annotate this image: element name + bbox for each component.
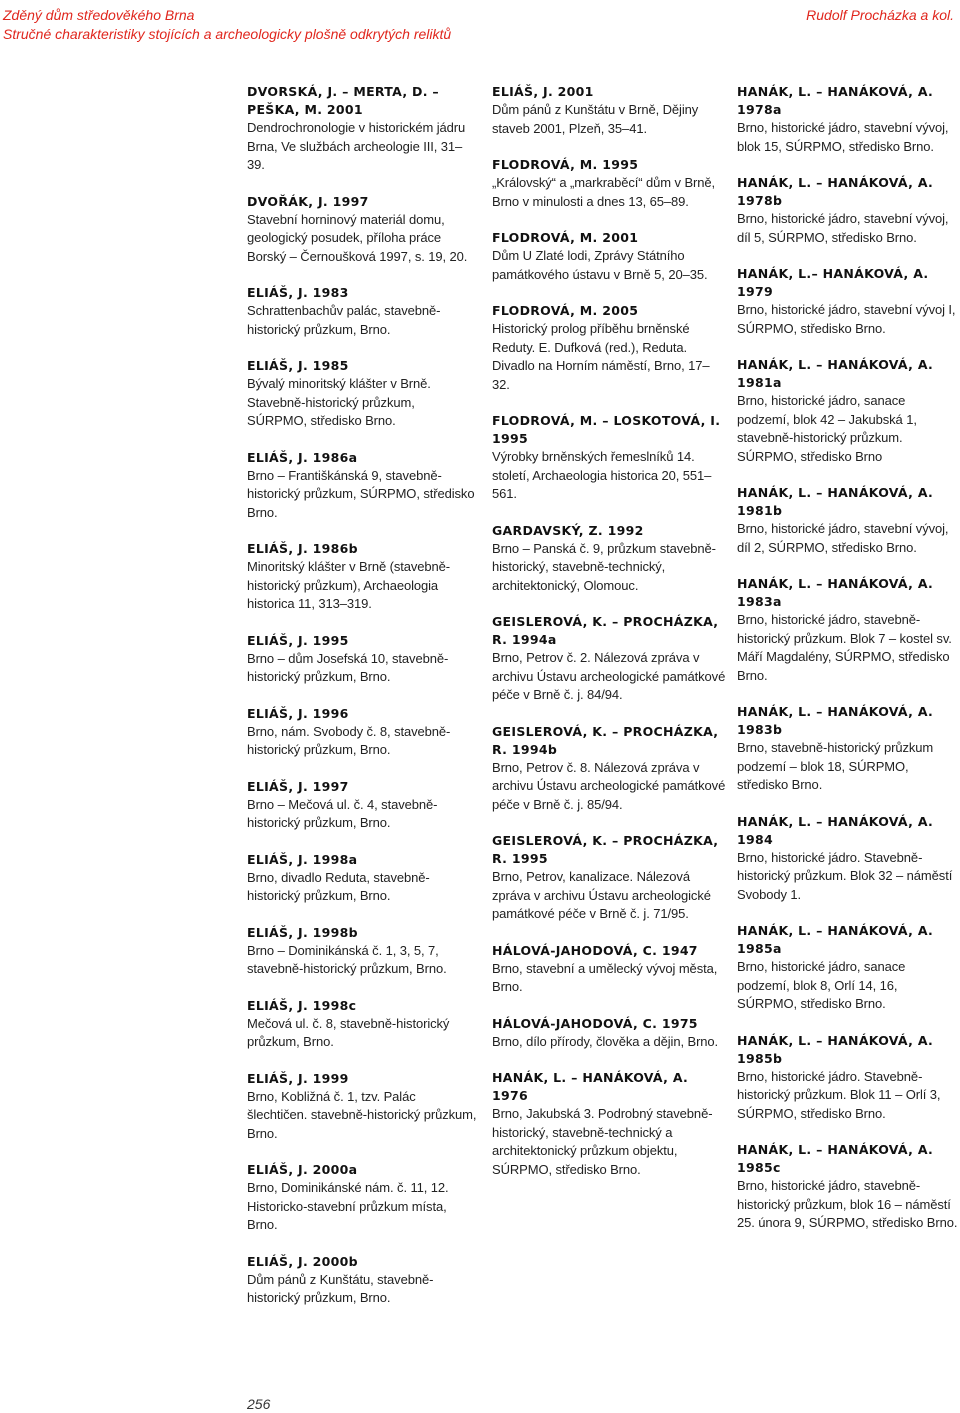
reference-entry bbox=[492, 83, 727, 138]
reference-author-year: ELIÁŠ, J. 1999 bbox=[247, 1070, 349, 1086]
book-title: Zděný dům středověkého Brna bbox=[3, 7, 195, 23]
reference-description: Brno – Mečová ul. č. 4, stavebně-historický průzkum, Brno. bbox=[247, 796, 438, 830]
reference-entry bbox=[737, 922, 959, 1014]
reference-author-year: ELIÁŠ, J. 2001 bbox=[492, 84, 594, 99]
book-subtitle: Stručné charakteristiky stojících a archeologicky plošně odkrytých reliktů bbox=[3, 26, 452, 42]
reference-author-year: ELIÁŠ, J. 1985 bbox=[247, 358, 349, 373]
reference-entry bbox=[737, 356, 959, 466]
reference-entry bbox=[737, 265, 959, 338]
reference-entry bbox=[737, 484, 959, 557]
reference-author-year: HANÁK, L. – HANÁKOVÁ, A. 1981b bbox=[737, 485, 934, 518]
reference-entry bbox=[492, 229, 727, 284]
reference-description: Brno, stavebně-historický průzkum podzemí – blok 18, SÚRPMO, středisko Brno. bbox=[737, 740, 934, 792]
reference-description: Brno, historické jádro, stavebně-historický průzkum. Blok 7 – kostel sv. Máří Magdalény, SÚRPMO, středisko Brno. bbox=[737, 612, 952, 683]
reference-entry bbox=[492, 942, 727, 997]
reference-entry bbox=[737, 174, 959, 247]
reference-author-year: ELIÁŠ, J. 1997 bbox=[247, 778, 349, 794]
reference-author-year: ELIÁŠ, J. 1986b bbox=[247, 541, 358, 556]
reference-author-year: FLODROVÁ, M. – LOSKOTOVÁ, I. 1995 bbox=[492, 413, 721, 446]
reference-author-year: HANÁK, L. – HANÁKOVÁ, A. 1985a bbox=[737, 923, 934, 956]
reference-description: Minoritský klášter v Brně (stavebně-historický průzkum), Archaeologia historica 11, 313–319. bbox=[247, 559, 451, 611]
reference-description: Brno, divadlo Reduta, stavebně-historický průzkum, Brno. bbox=[247, 869, 430, 903]
reference-description: Schrattenbachův palác, stavebně-historický průzkum, Brno. bbox=[247, 303, 441, 337]
reference-author-year: ELIÁŠ, J. 1998c bbox=[247, 997, 357, 1013]
reference-author-year: DVORSKÁ, J. – MERTA, D. – PEŠKA, M. 2001 bbox=[247, 84, 439, 117]
reference-entry bbox=[737, 703, 959, 795]
reference-author-year: GARDAVSKÝ, Z. 1992 bbox=[492, 522, 644, 538]
reference-description: Brno – Františkánská 9, stavebně-historický průzkum, SÚRPMO, středisko Brno. bbox=[247, 467, 475, 520]
reference-author-year: HANÁK, L. – HANÁKOVÁ, A. 1978a bbox=[737, 84, 934, 117]
reference-author-year: HANÁK, L. – HANÁKOVÁ, A. 1978b bbox=[737, 175, 934, 208]
reference-author-year: ELIÁŠ, J. 1996 bbox=[247, 705, 349, 721]
reference-author-year: HANÁK, L. – HANÁKOVÁ, A. 1981a bbox=[737, 357, 934, 390]
reference-description: Historický prolog příběhu brněnské Reduty. E. Dufková (red.), Reduta. Divadlo na Horním náměstí, Brno, 17–32. bbox=[492, 321, 710, 392]
reference-entry bbox=[492, 1069, 727, 1179]
reference-description: Brno, historické jádro, sanace podzemí, blok 8, Orlí 14, 16, SÚRPMO, středisko Brno. bbox=[737, 959, 906, 1011]
bibliography-column-2 bbox=[492, 83, 727, 1197]
reference-entry bbox=[247, 83, 477, 175]
reference-description: Brno, Dominikánské nám. č. 11, 12. Historicko-stavební průzkum místa, Brno. bbox=[247, 1180, 449, 1232]
reference-author-year: ELIÁŠ, J. 2000b bbox=[247, 1253, 358, 1269]
reference-description: Brno, dílo přírody, člověka a dějin, Brno. bbox=[492, 1033, 719, 1049]
reference-entry bbox=[247, 851, 477, 906]
reference-entry bbox=[737, 1032, 959, 1124]
reference-author-year: FLODROVÁ, M. 2001 bbox=[492, 230, 639, 245]
reference-author-year: FLODROVÁ, M. 2005 bbox=[492, 303, 639, 318]
reference-description: Brno, historické jádro. Stavebně-historický průzkum. Blok 11 – Orlí 3, SÚRPMO, středisko Brno. bbox=[737, 1068, 941, 1121]
reference-entry bbox=[247, 193, 477, 267]
reference-description: Mečová ul. č. 8, stavebně-historický průzkum, Brno. bbox=[247, 1015, 450, 1049]
reference-author-year: ELIÁŠ, J. 1995 bbox=[247, 632, 349, 648]
reference-entry bbox=[247, 632, 477, 687]
reference-description: Brno – dům Josefská 10, stavebně-historický průzkum, Brno. bbox=[247, 650, 449, 684]
reference-description: Dendrochronologie v historickém jádru Brna, Ve službách archeologie III, 31–39. bbox=[247, 120, 466, 172]
reference-description: Brno, stavební a umělecký vývoj města, Brno. bbox=[492, 960, 718, 994]
reference-author-year: DVOŘÁK, J. 1997 bbox=[247, 193, 369, 209]
reference-author-year: HANÁK, L. – HANÁKOVÁ, A. 1976 bbox=[492, 1070, 689, 1103]
reference-entry bbox=[492, 613, 727, 705]
reference-entry bbox=[492, 412, 727, 504]
reference-description: Brno, historické jádro, sanace podzemí, blok 42 – Jakubská 1, stavebně-historický průzkum. SÚRPMO, středisko Brno bbox=[737, 393, 917, 464]
reference-entry bbox=[492, 832, 727, 924]
reference-author-year: ELIÁŠ, J. 1998a bbox=[247, 851, 358, 867]
reference-author-year: HANÁK, L. – HANÁKOVÁ, A. 1983b bbox=[737, 704, 934, 737]
reference-entry bbox=[737, 1141, 959, 1233]
reference-author-year: GEISLEROVÁ, K. – PROCHÁZKA, R. 1994b bbox=[492, 723, 719, 757]
reference-author-year: HÁLOVÁ-JAHODOVÁ, C. 1947 bbox=[492, 942, 698, 958]
reference-entry bbox=[247, 705, 477, 760]
reference-author-year: ELIÁŠ, J. 1983 bbox=[247, 285, 349, 300]
bibliography-column-3 bbox=[737, 83, 959, 1251]
reference-description: Brno, historické jádro, stavební vývoj, díl 2, SÚRPMO, středisko Brno. bbox=[737, 521, 949, 555]
reference-description: Bývalý minoritský klášter v Brně. Stavebně-historický průzkum, SÚRPMO, středisko Brno. bbox=[247, 376, 431, 428]
reference-author-year: ELIÁŠ, J. 1998b bbox=[247, 924, 358, 940]
reference-description: Stavební horninový materiál domu, geologický posudek, příloha práce Borský – Černoušková 1997, s. 19, 20. bbox=[247, 211, 468, 264]
reference-description: Brno – Dominikánská č. 1, 3, 5, 7, stavebně-historický průzkum, Brno. bbox=[247, 942, 447, 976]
reference-description: Brno, historické jádro, stavební vývoj I, SÚRPMO, středisko Brno. bbox=[737, 302, 956, 336]
reference-entry bbox=[492, 1015, 727, 1052]
reference-author-year: HANÁK, L.– HANÁKOVÁ, A. 1979 bbox=[737, 266, 929, 299]
reference-author-year: HANÁK, L. – HANÁKOVÁ, A. 1985c bbox=[737, 1142, 934, 1175]
reference-entry bbox=[247, 540, 477, 614]
reference-description: Brno, historické jádro, stavební vývoj, blok 15, SÚRPMO, středisko Brno. bbox=[737, 120, 949, 154]
reference-description: Brno, nám. Svobody č. 8, stavebně-historický průzkum, Brno. bbox=[247, 723, 451, 757]
reference-description: Brno, Petrov, kanalizace. Nálezová zpráva v archivu Ústavu archeologické památkové péče v Brně č. j. 71/95. bbox=[492, 869, 711, 921]
reference-description: Brno, Jakubská 3. Podrobný stavebně-historický, stavebně-technický a architektonický průzkum objektu, SÚRPMO, středisko Brno. bbox=[492, 1106, 713, 1177]
reference-entry bbox=[247, 449, 477, 523]
reference-author-year: HANÁK, L. – HANÁKOVÁ, A. 1983a bbox=[737, 576, 934, 609]
reference-description: Brno, Kobližná č. 1, tzv. Palác šlechtičen. stavebně-historický průzkum, Brno. bbox=[247, 1088, 477, 1141]
reference-entry bbox=[492, 156, 727, 211]
reference-author-year: ELIÁŠ, J. 2000a bbox=[247, 1162, 358, 1177]
reference-entry bbox=[247, 357, 477, 431]
reference-description: Výrobky brněnských řemeslníků 14. století, Archaeologia historica 20, 551–561. bbox=[492, 449, 712, 501]
reference-author-year: HANÁK, L. – HANÁKOVÁ, A. 1984 bbox=[737, 813, 934, 847]
reference-author-year: HANÁK, L. – HANÁKOVÁ, A. 1985b bbox=[737, 1032, 934, 1066]
reference-author-year: HÁLOVÁ-JAHODOVÁ, C. 1975 bbox=[492, 1015, 698, 1031]
reference-description: Brno, historické jádro, stavební vývoj, díl 5, SÚRPMO, středisko Brno. bbox=[737, 211, 949, 245]
reference-entry bbox=[737, 83, 959, 156]
reference-description: Brno, Petrov č. 2. Nálezová zpráva v archivu Ústavu archeologické památkové péče v Brně č. j. 84/94. bbox=[492, 650, 726, 702]
reference-entry bbox=[247, 284, 477, 339]
reference-entry bbox=[492, 723, 727, 815]
reference-entry bbox=[247, 924, 477, 979]
reference-description: Brno – Panská č. 9, průzkum stavebně-historický, stavebně-technický, architektonický, Olomouc. bbox=[492, 540, 716, 593]
reference-description: „Královský“ a „markraběcí“ dům v Brně, Brno v minulosti a dnes 13, 65–89. bbox=[492, 175, 716, 209]
reference-description: Dům pánů z Kunštátu v Brně, Dějiny staveb 2001, Plzeň, 35–41. bbox=[492, 102, 699, 136]
reference-entry bbox=[247, 1070, 477, 1144]
reference-entry bbox=[737, 575, 959, 685]
reference-description: Dům pánů z Kunštátu, stavebně-historický průzkum, Brno. bbox=[247, 1271, 434, 1305]
reference-entry bbox=[247, 778, 477, 833]
author-header: Rudolf Procházka a kol. bbox=[806, 7, 954, 23]
bibliography-column-1 bbox=[247, 83, 477, 1326]
reference-entry bbox=[737, 813, 959, 905]
reference-author-year: FLODROVÁ, M. 1995 bbox=[492, 157, 639, 172]
reference-entry bbox=[492, 302, 727, 394]
reference-entry bbox=[247, 997, 477, 1052]
reference-author-year: ELIÁŠ, J. 1986a bbox=[247, 449, 358, 465]
reference-author-year: GEISLEROVÁ, K. – PROCHÁZKA, R. 1994a bbox=[492, 614, 719, 647]
reference-description: Dům U Zlaté lodi, Zprávy Státního památkového ústavu v Brně 5, 20–35. bbox=[492, 248, 708, 282]
reference-entry bbox=[247, 1253, 477, 1308]
reference-description: Brno, Petrov č. 8. Nálezová zpráva v archivu Ústavu archeologické památkové péče v Brně č. j. 85/94. bbox=[492, 759, 726, 812]
reference-author-year: GEISLEROVÁ, K. – PROCHÁZKA, R. 1995 bbox=[492, 833, 719, 866]
reference-entry bbox=[247, 1161, 477, 1235]
page-number: 256 bbox=[247, 1396, 271, 1412]
reference-entry bbox=[492, 522, 727, 596]
reference-description: Brno, historické jádro. Stavebně-historický průzkum. Blok 32 – náměstí Svobody 1. bbox=[737, 849, 953, 902]
running-header bbox=[3, 6, 451, 44]
reference-description: Brno, historické jádro, stavebně-historický průzkum, blok 16 – náměstí 25. února 9, SÚRPMO, středisko Brno. bbox=[737, 1178, 958, 1230]
